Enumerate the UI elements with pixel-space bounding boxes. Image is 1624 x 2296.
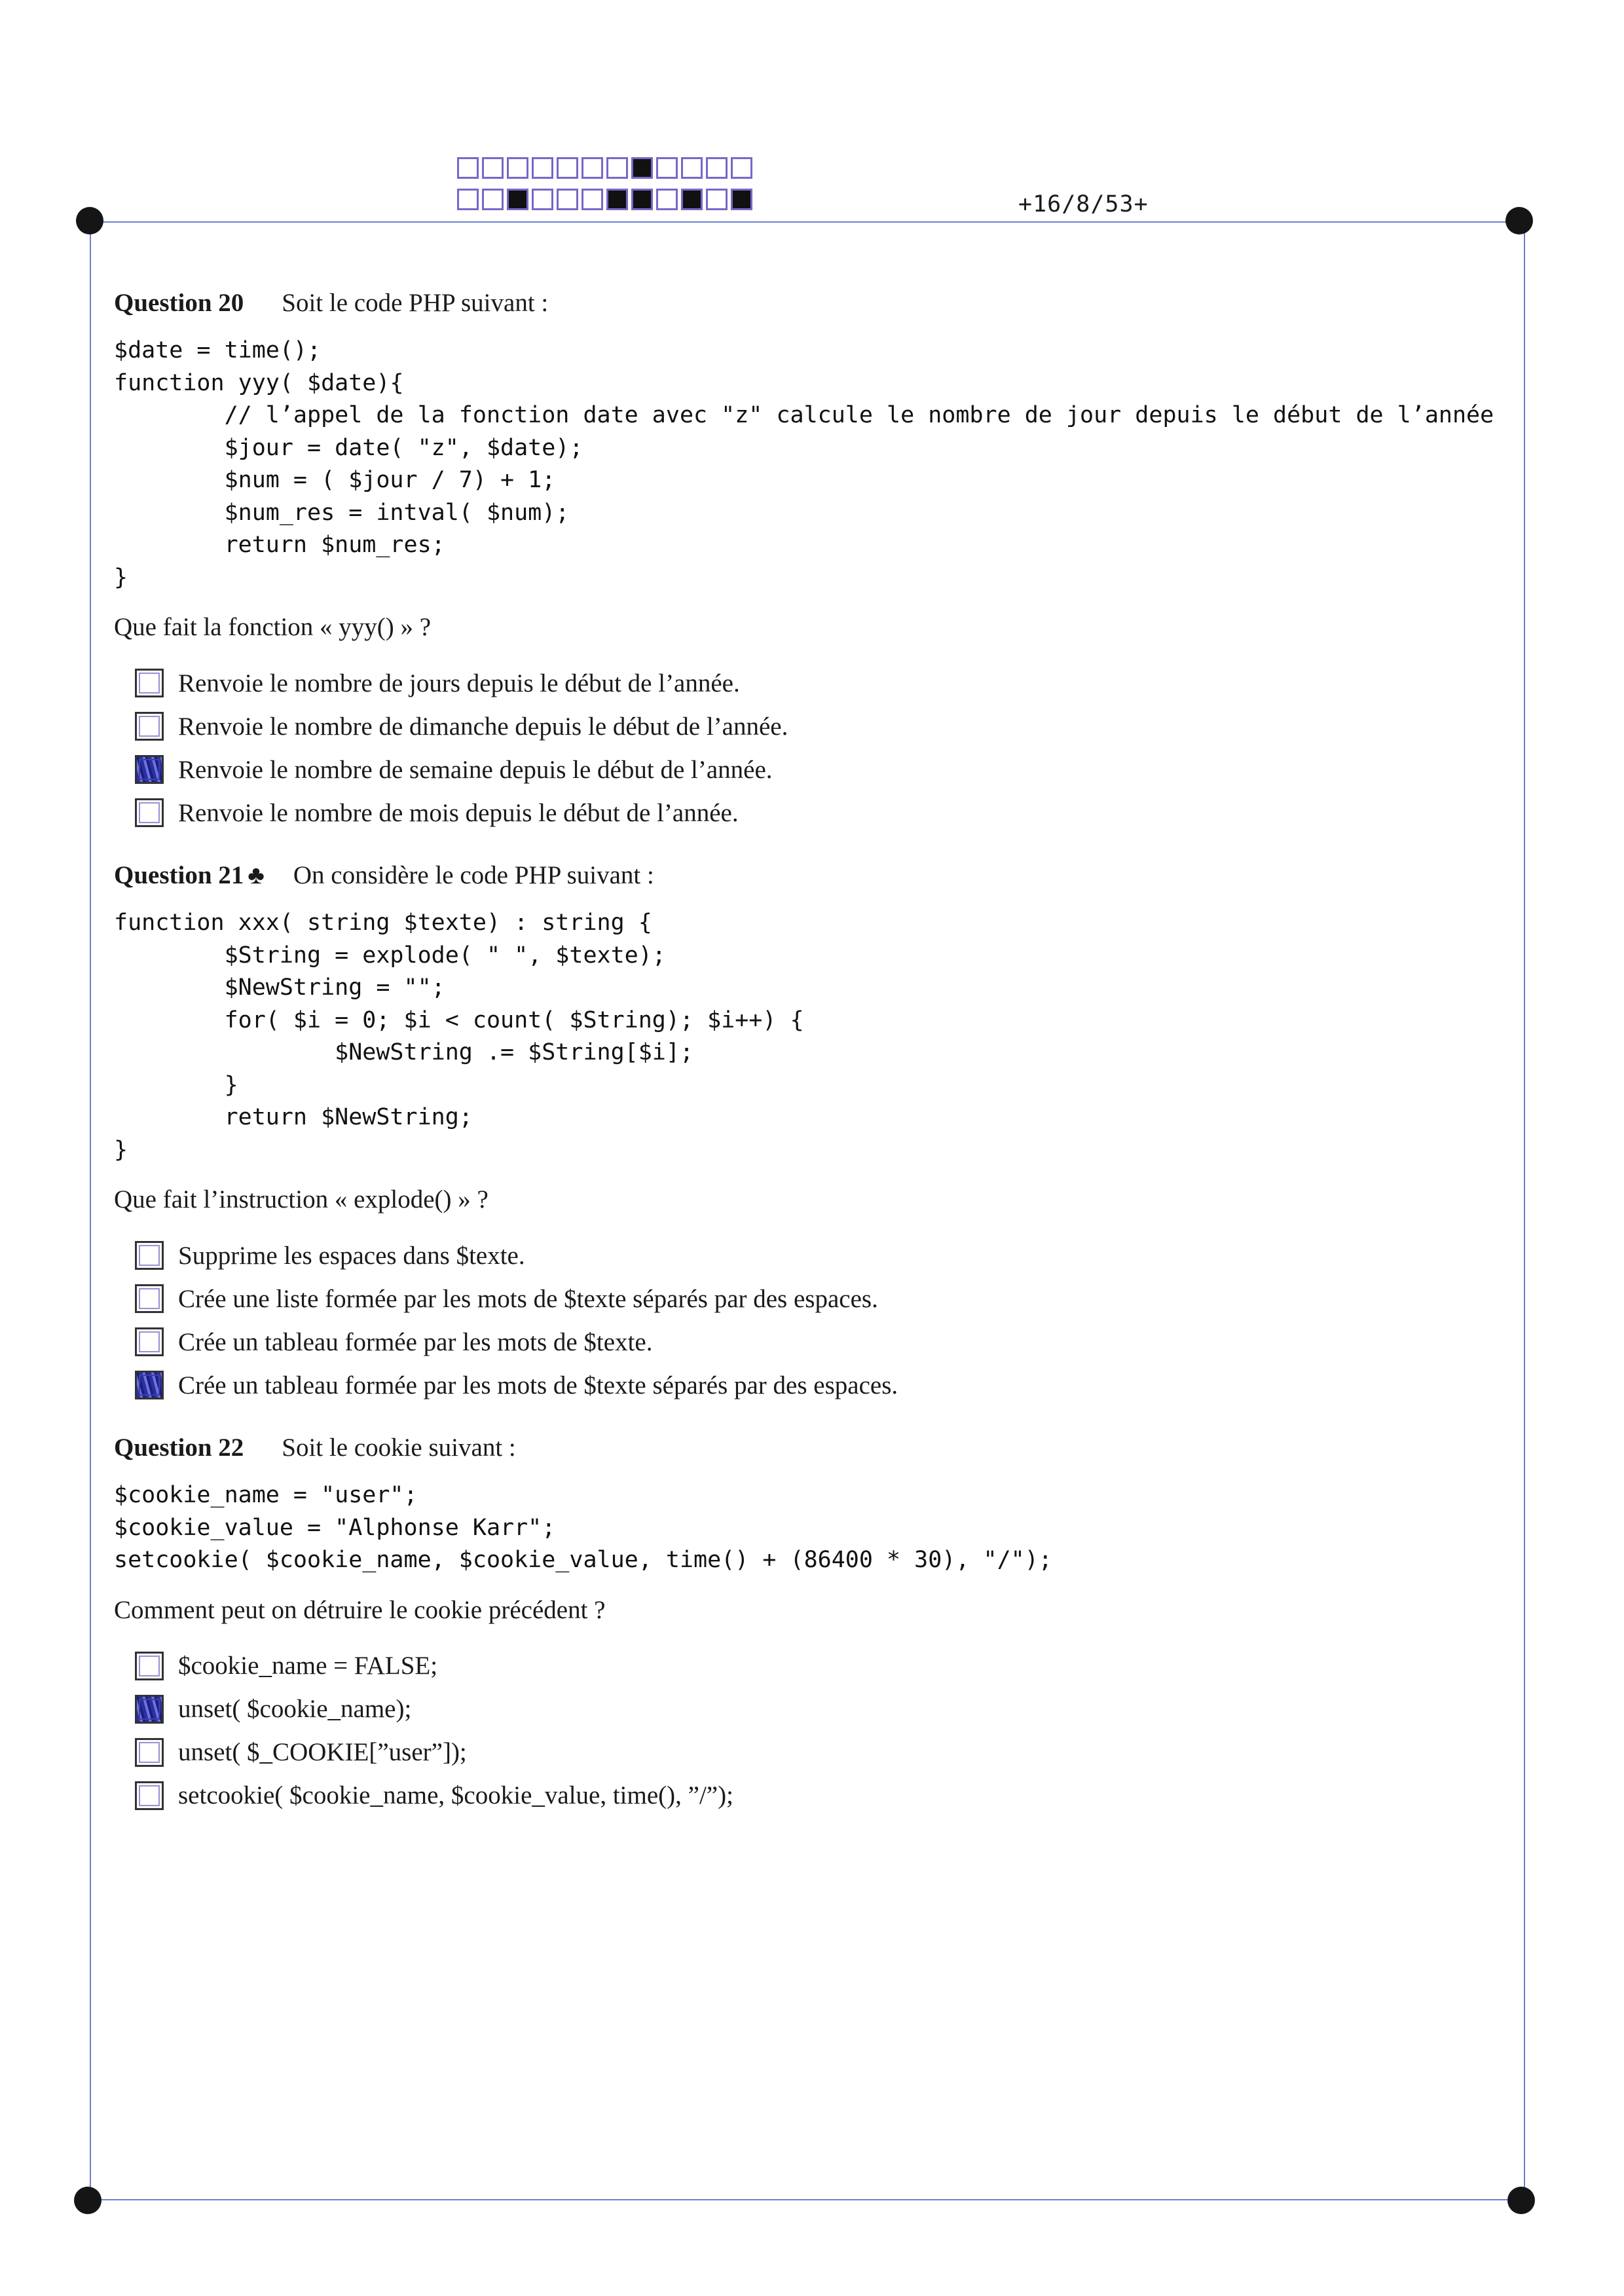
choice-item[interactable] [135,1688,1535,1731]
choice-item[interactable] [135,1363,1535,1407]
corner-mark-bottom-left [74,2187,101,2214]
choice-list [135,1234,1535,1407]
choice-label: Renvoie le nombre de dimanche depuis le début de l’année. [178,712,788,741]
choice-label: unset( $_COOKIE[”user”]); [178,1738,467,1766]
checkbox[interactable] [135,1284,164,1313]
choice-label: unset( $cookie_name); [178,1695,412,1723]
id-grid-cell [706,157,728,179]
choice-label: Supprime les espaces dans $texte. [178,1241,525,1270]
choice-label: Renvoie le nombre de jours depuis le début de l’année. [178,669,740,697]
id-grid-cell [507,157,528,179]
checkbox[interactable] [135,1738,164,1767]
id-grid-cell [706,189,728,210]
id-grid-cell [557,189,578,210]
id-grid-cell [532,157,553,179]
corner-mark-top-left [76,207,103,234]
id-grid-row-1 [457,157,756,179]
corner-mark-top-right [1505,207,1533,234]
choice-label: Crée une liste formée par les mots de $texte séparés par des espaces. [178,1284,878,1313]
id-grid-cell [507,189,528,210]
checkbox[interactable] [135,1371,164,1399]
choice-item[interactable] [135,1234,1535,1277]
id-grid-cell [656,157,678,179]
question-prompt: Que fait l’instruction « explode() » ? [114,1185,489,1213]
choice-label: Crée un tableau formée par les mots de $texte. [178,1327,653,1356]
choice-list [135,661,1535,834]
question-21 [114,861,1535,1407]
choice-list [135,1644,1535,1817]
checkbox[interactable] [135,1695,164,1724]
checkbox[interactable] [135,1241,164,1270]
question-20 [114,288,1535,834]
id-grid-cell [457,157,479,179]
choice-label: Crée un tableau formée par les mots de $texte séparés par des espaces. [178,1371,898,1399]
questions-area [114,288,1535,1817]
id-grid-cell [656,189,678,210]
club-icon: ♣ [248,861,265,889]
choice-item[interactable] [135,1644,1535,1688]
id-grid-cell [681,189,703,210]
checkbox[interactable] [135,1327,164,1356]
id-grid-cell [631,157,653,179]
id-grid-cell [482,189,504,210]
question-intro: On considère le code PHP suivant : [293,861,654,889]
choice-item[interactable] [135,1320,1535,1363]
choice-label: $cookie_name = FALSE; [178,1652,438,1680]
code-block: $cookie_name = "user"; $cookie_value = "Alphonse Karr"; setcookie( $cookie_name, $cookie_value, time() + (86400 * 30), "/"); [114,1482,1052,1573]
question-number: Question 20 [114,289,244,317]
checkbox[interactable] [135,669,164,697]
choice-label: Renvoie le nombre de semaine depuis le début de l’année. [178,755,773,784]
id-grid-cell [631,189,653,210]
id-grid-cell [731,189,752,210]
id-grid-cell [581,157,603,179]
question-22 [114,1433,1535,1817]
id-grid-cell [606,157,628,179]
checkbox[interactable] [135,798,164,827]
question-intro: Soit le cookie suivant : [282,1434,516,1462]
corner-mark-bottom-right [1507,2187,1535,2214]
code-block: $date = time(); function yyy( $date){ // l’appel de la fonction date avec "z" calcule le nombre de jour depuis le début de l’année $jour = date( "z", $date); $num = ( $jour / 7) + 1; $num_res = intval( $num); return $num_res; } [114,337,1494,591]
choice-item[interactable] [135,1277,1535,1320]
choice-item[interactable] [135,1731,1535,1774]
id-grid-cell [532,189,553,210]
checkbox[interactable] [135,1781,164,1810]
choice-label: setcookie( $cookie_name, $cookie_value, time(), ”/”); [178,1781,733,1809]
question-prompt: Comment peut on détruire le cookie précédent ? [114,1595,606,1624]
id-grid-cell [731,157,752,179]
question-intro: Soit le code PHP suivant : [282,289,549,317]
id-grid-cell [581,189,603,210]
id-grid-cell [457,189,479,210]
choice-item[interactable] [135,1774,1535,1817]
id-grid-row-2 [457,189,756,210]
checkbox[interactable] [135,755,164,784]
id-grid-cell [606,189,628,210]
choice-label: Renvoie le nombre de mois depuis le début de l’année. [178,798,739,827]
page-code: +16/8/53+ [1018,191,1149,217]
code-block: function xxx( string $texte) : string { $String = explode( " ", $texte); $NewString = ""; for( $i = 0; $i < count( $String); $i++) { $NewString .= $String[$i]; } return $NewString; } [114,910,804,1163]
choice-item[interactable] [135,705,1535,748]
checkbox[interactable] [135,712,164,741]
question-number: Question 21 [114,861,244,889]
question-number: Question 22 [114,1434,244,1462]
id-grid-cell [681,157,703,179]
choice-item[interactable] [135,661,1535,705]
checkbox[interactable] [135,1652,164,1680]
id-grid-cell [557,157,578,179]
id-grid-cell [482,157,504,179]
choice-item[interactable] [135,748,1535,791]
choice-item[interactable] [135,791,1535,834]
question-prompt: Que fait la fonction « yyy() » ? [114,613,432,641]
